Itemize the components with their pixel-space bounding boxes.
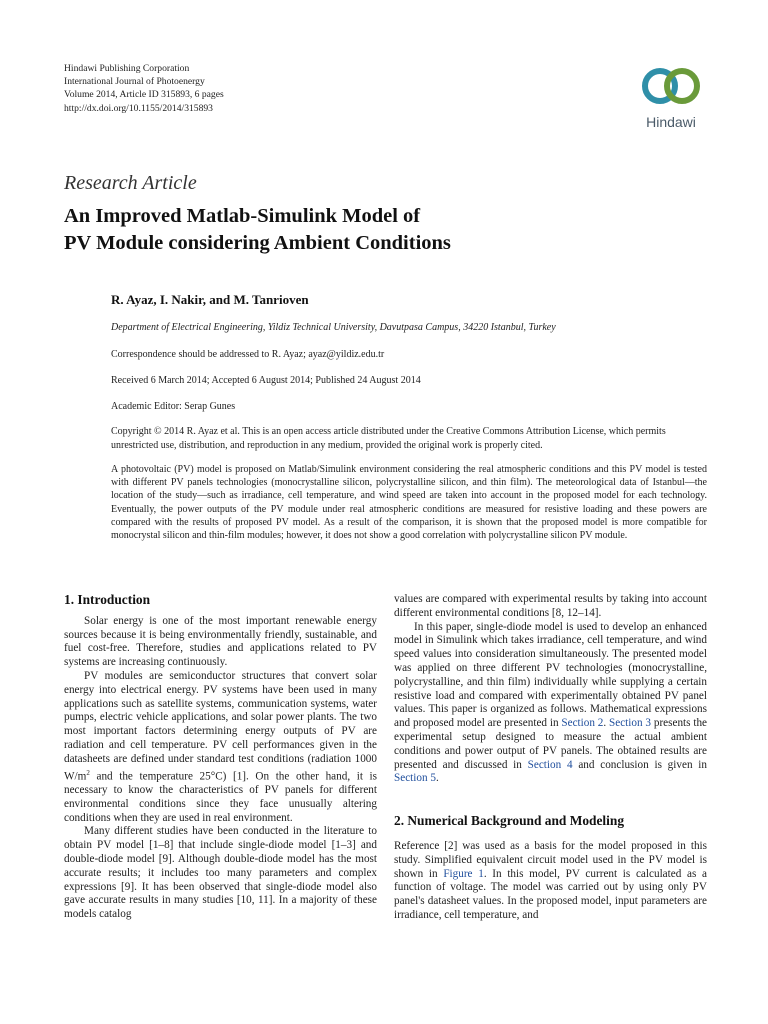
journal-doi[interactable]: http://dx.doi.org/10.1155/2014/315893 [64,102,213,114]
right-paragraph-2 [394,621,707,787]
right-p2-text-1: In this paper, single-diode model is used to develop an enhanced model in Simulink which takes irradiance, cell temperature, and wind speed values into consideration simultaneously. The presented model was applied on three different PV technologies (monocrystalline, polycrystalline, and thin film) individually while supplying a certain resistive load and compared with experimentally obtained PV panel values. This paper is organized as follows. Mathematical expressions and proposed model are presented in [394,620,707,730]
intro-p2-b: and the temperature 25°C) [1]. On the other hand, it is necessary to know the characteristics of PV panels for different environmental conditions since they face unusually altering conditions when they are used in real environment. [64,770,377,824]
right-p2-text-2: . [603,717,610,730]
right-p2-text-3: presents the experimental setup designed to measure the actual ambient conditions and power output of PV panels. The obtained results are presented and discussed in [394,717,708,771]
journal-info [64,62,224,115]
correspondence: Correspondence should be addressed to R. Ayaz; ayaz@yildiz.edu.tr [111,349,385,360]
sec2-p1-text-2: . In this model, PV current is calculated as a function of voltage. The model was carried out by using only PV panel's datasheet values. In the proposed model, input parameters are irradiance, cell temperature, and [394,867,707,921]
right-p2-text-5: . [435,772,439,785]
intro-p2-sup: 2 [86,768,90,777]
copyright: Copyright © 2014 R. Ayaz et al. This is an open access article distributed under the Creative Commons Attribution License, which permits unrestricted use, distribution, and reproduction in any medium, provided the original work is properly cited. [111,426,666,451]
title-line-1: An Improved Matlab-Simulink Model of [64,205,421,227]
intro-paragraph-3: Many different studies have been conducted in the literature to obtain PV model [1–8] that include single-diode model [1–3] and double-diode model [9]. Although double-diode model has the most accurate results; it includes too many parameters and complex expressions [9]. It has been observed that single-diode model also gave accurate results in many studies [10, 11]. In a majority of these models catalog [64,825,377,921]
section-5-link[interactable]: Section 5 [394,772,436,785]
intro-paragraph-2 [64,670,377,826]
section-2-paragraph-1 [394,840,707,923]
intro-p2-a: PV modules are semiconductor structures that convert solar energy into electrical energy. PV systems have been used in many applications such as satellite systems, communication systems, water pumps, electric vehicle applications, and solar power plants. The two most important factors determining energy outputs of PV are radiation and cell temperature. PV cell performances given in the datasheets are defined under standard test conditions (radiation 1000 W/m [64,669,377,783]
academic-editor: Academic Editor: Serap Gunes [111,401,236,412]
authors: R. Ayaz, I. Nakir, and M. Tanrioven [111,292,309,307]
left-column [64,593,377,922]
figure-1-link[interactable]: Figure 1 [443,867,484,880]
intro-paragraph-1: Solar energy is one of the most important renewable energy sources because it is being environmentally friendly, sustainable, and fuel cost-free. Therefore, studies and applications related to PV systems are increasing continuously. [64,614,377,669]
affiliation: Department of Electrical Engineering, Yildiz Technical University, Davutpasa Campus, 34220 Istanbul, Turkey [111,322,556,333]
section-1-heading: 1. Introduction [64,592,151,607]
section-4-link[interactable]: Section 4 [527,758,573,771]
right-paragraph-1: values are compared with experimental results by taking into account different environmental conditions [8, 12–14]. [394,593,707,619]
right-p2-text-4: and conclusion is given in [572,758,707,771]
section-2-link[interactable]: Section 2 [561,717,604,730]
article-type: Research Article [64,172,197,194]
journal-name: International Journal of Photoenergy [64,76,205,88]
section-2-heading: 2. Numerical Background and Modeling [394,813,625,829]
section-3-link[interactable]: Section 3 [609,717,652,730]
dates: Received 6 March 2014; Accepted 6 August 2014; Published 24 August 2014 [111,375,421,386]
title-line-2: PV Module considering Ambient Conditions [64,232,451,254]
abstract: A photovoltaic (PV) model is proposed on Matlab/Simulink environment considering the real atmospheric conditions and this PV model is tested with different PV panels technologies (monocrystalline silicon, polycrystalline silicon, and thin film). The meteorological data of Istanbul—the location of the study—such as irradiance, cell temperature, and wind speed are taken into account in the proposed model for each technology. Eventually, the power outputs of the PV module under real atmospheric conditions are measured for resistive loading and these powers are compared with the results of proposed PV model. As a result of the comparison, it is shown that the proposed model is more compatible for monocrystal silicon and thin-film modules; however, it does not show a good correlation with polycrystalline silicon PV module. [111,464,707,542]
article-title [64,203,704,257]
sec2-p1-text-1: Reference [2] was used as a basis for the model proposed in this study. Simplified equivalent circuit model used in the PV model is shown in [394,839,707,880]
hindawi-logo-text: Hindawi [646,114,696,130]
journal-publisher: Hindawi Publishing Corporation [64,63,190,74]
right-column [394,593,707,923]
journal-volume: Volume 2014, Article ID 315893, 6 pages [64,89,224,101]
